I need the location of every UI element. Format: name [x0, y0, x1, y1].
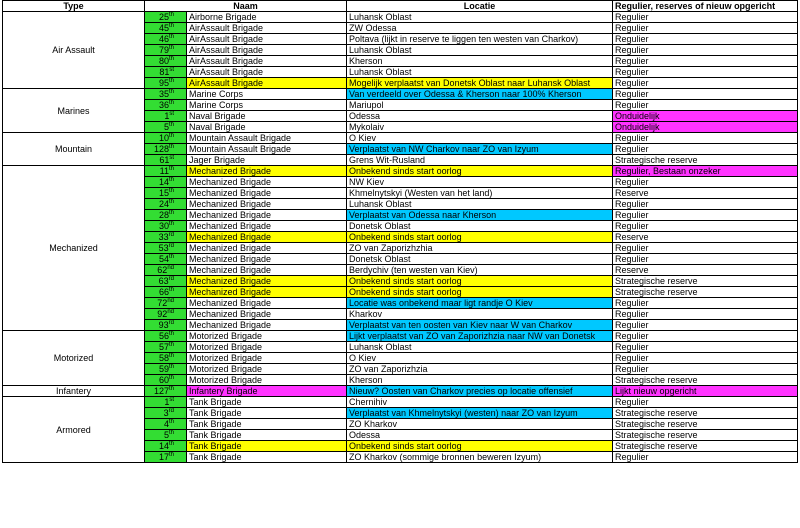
number-cell: [145, 342, 187, 353]
status-cell: Strategische reserve: [613, 430, 798, 441]
status-cell: Reserve: [613, 265, 798, 276]
naam-cell: Motorized Brigade: [187, 375, 347, 386]
naam-cell: Tank Brigade: [187, 419, 347, 430]
locatie-cell: Mariupol: [347, 100, 613, 111]
table-body: [3, 12, 798, 463]
locatie-cell: ZO Kharkov (sommige bronnen beweren Izyum): [347, 452, 613, 463]
number-cell: [145, 155, 187, 166]
ordinal-suffix: th: [168, 45, 174, 51]
ordinal-suffix: th: [168, 199, 174, 205]
naam-cell: AirAssault Brigade: [187, 34, 347, 45]
status-cell: Regulier: [613, 89, 798, 100]
number-value: 79: [158, 45, 169, 55]
number-value: 1: [164, 397, 170, 407]
status-cell: Regulier: [613, 199, 798, 210]
ordinal-suffix: th: [168, 430, 174, 436]
ordinal-suffix: nd: [167, 309, 174, 315]
locatie-cell: ZW Odessa: [347, 23, 613, 34]
naam-cell: Mechanized Brigade: [187, 221, 347, 232]
status-cell: Regulier: [613, 210, 798, 221]
ordinal-suffix: th: [168, 386, 174, 392]
table-row: [3, 331, 798, 342]
ordinal-suffix: th: [168, 122, 174, 128]
ordinal-suffix: rd: [168, 243, 174, 249]
locatie-cell: Nieuw? Oosten van Charkov precies op locatie offensief: [347, 386, 613, 397]
number-cell: [145, 78, 187, 89]
number-value: 61: [159, 155, 170, 165]
number-cell: [145, 298, 187, 309]
brigade-table: [2, 0, 798, 463]
status-cell: Regulier: [613, 298, 798, 309]
locatie-cell: Luhansk Oblast: [347, 342, 613, 353]
locatie-cell: Van verdeeld over Odessa & Kherson naar 100% Kherson: [347, 89, 613, 100]
locatie-cell: O Kiev: [347, 353, 613, 364]
naam-cell: AirAssault Brigade: [187, 78, 347, 89]
number-value: 33: [158, 232, 169, 242]
table-row: [3, 166, 798, 177]
naam-cell: Marine Corps: [187, 100, 347, 111]
status-cell: Strategische reserve: [613, 375, 798, 386]
naam-cell: Mechanized Brigade: [187, 188, 347, 199]
status-cell: Regulier: [613, 144, 798, 155]
number-value: 15: [158, 188, 169, 198]
locatie-cell: Grens Wit-Rusland: [347, 155, 613, 166]
locatie-cell: Luhansk Oblast: [347, 199, 613, 210]
ordinal-suffix: th: [168, 166, 174, 172]
naam-cell: Mechanized Brigade: [187, 320, 347, 331]
status-cell: Strategische reserve: [613, 408, 798, 419]
number-cell: [145, 210, 187, 221]
number-cell: [145, 452, 187, 463]
number-cell: [145, 331, 187, 342]
ordinal-suffix: st: [169, 111, 174, 117]
naam-cell: Tank Brigade: [187, 430, 347, 441]
status-cell: Regulier: [613, 23, 798, 34]
status-cell: Strategische reserve: [613, 419, 798, 430]
naam-cell: Mechanized Brigade: [187, 298, 347, 309]
naam-cell: Mountain Assault Brigade: [187, 144, 347, 155]
naam-cell: Marine Corps: [187, 89, 347, 100]
status-cell: Onduidelijk: [613, 111, 798, 122]
status-cell: Reserve: [613, 188, 798, 199]
locatie-cell: ZO Kharkov: [347, 419, 613, 430]
ordinal-suffix: st: [169, 155, 174, 161]
status-cell: Regulier: [613, 221, 798, 232]
ordinal-suffix: th: [168, 89, 174, 95]
naam-cell: Naval Brigade: [187, 122, 347, 133]
status-cell: Regulier: [613, 353, 798, 364]
ordinal-suffix: th: [168, 100, 174, 106]
ordinal-suffix: nd: [167, 265, 174, 271]
locatie-cell: Odessa: [347, 430, 613, 441]
ordinal-suffix: rd: [168, 408, 174, 414]
number-cell: [145, 12, 187, 23]
status-cell: Strategische reserve: [613, 276, 798, 287]
number-value: 14: [158, 441, 169, 451]
locatie-cell: Mogelijk verplaatst van Donetsk Oblast naar Luhansk Oblast: [347, 78, 613, 89]
number-cell: [145, 144, 187, 155]
ordinal-suffix: st: [169, 67, 174, 73]
number-value: 127: [153, 386, 169, 396]
ordinal-suffix: th: [168, 375, 174, 381]
type-cell: Armored: [3, 397, 145, 463]
number-cell: [145, 199, 187, 210]
naam-cell: Tank Brigade: [187, 441, 347, 452]
number-cell: [145, 397, 187, 408]
locatie-cell: Luhansk Oblast: [347, 67, 613, 78]
number-value: 14: [158, 177, 169, 187]
status-cell: Regulier: [613, 100, 798, 111]
naam-cell: Mechanized Brigade: [187, 243, 347, 254]
type-cell: Motorized: [3, 331, 145, 386]
number-value: 72: [157, 298, 168, 308]
number-cell: [145, 45, 187, 56]
status-cell: Regulier: [613, 243, 798, 254]
number-cell: [145, 133, 187, 144]
number-value: 56: [158, 331, 169, 341]
type-cell: Mechanized: [3, 166, 145, 331]
locatie-cell: Verplaatst van NW Charkov naar ZO van Izyum: [347, 144, 613, 155]
number-value: 66: [158, 287, 169, 297]
ordinal-suffix: rd: [168, 232, 174, 238]
number-cell: [145, 265, 187, 276]
header-type: Type: [3, 1, 145, 12]
ordinal-suffix: th: [168, 331, 174, 337]
number-cell: [145, 441, 187, 452]
locatie-cell: Donetsk Oblast: [347, 254, 613, 265]
naam-cell: Mechanized Brigade: [187, 276, 347, 287]
ordinal-suffix: th: [168, 364, 174, 370]
number-cell: [145, 243, 187, 254]
naam-cell: Mechanized Brigade: [187, 309, 347, 320]
number-cell: [145, 232, 187, 243]
table-row: [3, 386, 798, 397]
number-value: 5: [163, 430, 169, 440]
number-value: 17: [158, 452, 169, 462]
naam-cell: Tank Brigade: [187, 452, 347, 463]
naam-cell: Motorized Brigade: [187, 364, 347, 375]
ordinal-suffix: th: [168, 23, 174, 29]
number-value: 46: [158, 34, 169, 44]
locatie-cell: Mykolaiv: [347, 122, 613, 133]
naam-cell: Mechanized Brigade: [187, 287, 347, 298]
number-value: 63: [158, 276, 169, 286]
naam-cell: Mechanized Brigade: [187, 254, 347, 265]
number-cell: [145, 122, 187, 133]
status-cell: Regulier: [613, 331, 798, 342]
number-value: 93: [158, 320, 169, 330]
number-cell: [145, 276, 187, 287]
status-cell: Regulier: [613, 34, 798, 45]
ordinal-suffix: th: [168, 353, 174, 359]
ordinal-suffix: nd: [167, 298, 174, 304]
status-cell: Regulier: [613, 133, 798, 144]
naam-cell: Tank Brigade: [187, 397, 347, 408]
status-cell: Regulier: [613, 397, 798, 408]
locatie-cell: NW Kiev: [347, 177, 613, 188]
naam-cell: Mechanized Brigade: [187, 166, 347, 177]
table-row: [3, 12, 798, 23]
locatie-cell: Onbekend sinds start oorlog: [347, 232, 613, 243]
status-cell: Strategische reserve: [613, 287, 798, 298]
type-cell: Mountain: [3, 133, 145, 166]
status-cell: Strategische reserve: [613, 441, 798, 452]
number-value: 128: [153, 144, 169, 154]
type-cell: Air Assault: [3, 12, 145, 89]
naam-cell: Mechanized Brigade: [187, 232, 347, 243]
naam-cell: Airborne Brigade: [187, 12, 347, 23]
status-cell: Regulier: [613, 254, 798, 265]
number-value: 4: [163, 419, 169, 429]
number-cell: [145, 254, 187, 265]
number-cell: [145, 111, 187, 122]
naam-cell: Tank Brigade: [187, 408, 347, 419]
ordinal-suffix: th: [168, 210, 174, 216]
type-cell: Marines: [3, 89, 145, 133]
number-value: 62: [157, 265, 168, 275]
number-value: 53: [158, 243, 169, 253]
status-cell: Lijkt nieuw opgericht: [613, 386, 798, 397]
number-cell: [145, 100, 187, 111]
ordinal-suffix: th: [168, 254, 174, 260]
number-cell: [145, 353, 187, 364]
status-cell: Regulier: [613, 56, 798, 67]
ordinal-suffix: th: [168, 452, 174, 458]
number-value: 58: [158, 353, 169, 363]
number-cell: [145, 430, 187, 441]
locatie-cell: Khmelnytskyi (Westen van het land): [347, 188, 613, 199]
number-value: 45: [158, 23, 169, 33]
naam-cell: AirAssault Brigade: [187, 67, 347, 78]
locatie-cell: Lijkt verplaatst van ZO van Zaporizhzia naar NW van Donetsk: [347, 331, 613, 342]
number-cell: [145, 320, 187, 331]
number-value: 92: [157, 309, 168, 319]
number-value: 1: [164, 111, 170, 121]
locatie-cell: Onbekend sinds start oorlog: [347, 287, 613, 298]
locatie-cell: Kherson: [347, 56, 613, 67]
ordinal-suffix: rd: [168, 276, 174, 282]
status-cell: Regulier: [613, 364, 798, 375]
ordinal-suffix: th: [168, 56, 174, 62]
locatie-cell: Luhansk Oblast: [347, 45, 613, 56]
status-cell: Regulier: [613, 67, 798, 78]
locatie-cell: ZO van Zaporizhzia: [347, 364, 613, 375]
ordinal-suffix: th: [168, 34, 174, 40]
naam-cell: Mechanized Brigade: [187, 210, 347, 221]
locatie-cell: Verplaatst van Odessa naar Kherson: [347, 210, 613, 221]
status-cell: Regulier: [613, 12, 798, 23]
locatie-cell: Kharkov: [347, 309, 613, 320]
ordinal-suffix: th: [168, 287, 174, 293]
naam-cell: AirAssault Brigade: [187, 45, 347, 56]
naam-cell: Mountain Assault Brigade: [187, 133, 347, 144]
locatie-cell: ZO van Zaporizhzhia: [347, 243, 613, 254]
ordinal-suffix: th: [168, 78, 174, 84]
locatie-cell: Odessa: [347, 111, 613, 122]
number-cell: [145, 166, 187, 177]
table-row: [3, 397, 798, 408]
number-cell: [145, 56, 187, 67]
status-cell: Regulier, Bestaan onzeker: [613, 166, 798, 177]
number-cell: [145, 408, 187, 419]
locatie-cell: O Kiev: [347, 133, 613, 144]
ordinal-suffix: th: [168, 12, 174, 18]
naam-cell: Mechanized Brigade: [187, 265, 347, 276]
naam-cell: AirAssault Brigade: [187, 23, 347, 34]
locatie-cell: Chernihiv: [347, 397, 613, 408]
ordinal-suffix: th: [168, 144, 174, 150]
number-cell: [145, 89, 187, 100]
number-value: 24: [158, 199, 169, 209]
number-cell: [145, 177, 187, 188]
ordinal-suffix: th: [168, 419, 174, 425]
locatie-cell: Donetsk Oblast: [347, 221, 613, 232]
number-value: 3: [163, 408, 169, 418]
number-value: 28: [158, 210, 169, 220]
naam-cell: Mechanized Brigade: [187, 199, 347, 210]
status-cell: Regulier: [613, 320, 798, 331]
number-cell: [145, 221, 187, 232]
ordinal-suffix: th: [168, 221, 174, 227]
ordinal-suffix: th: [168, 342, 174, 348]
number-cell: [145, 67, 187, 78]
locatie-cell: Poltava (lijkt in reserve te liggen ten westen van Charkov): [347, 34, 613, 45]
ordinal-suffix: th: [168, 441, 174, 447]
table-row: [3, 133, 798, 144]
header-naam: Naam: [145, 1, 347, 12]
number-cell: [145, 188, 187, 199]
status-cell: Onduidelijk: [613, 122, 798, 133]
status-cell: Regulier: [613, 452, 798, 463]
header-row: [3, 1, 798, 12]
naam-cell: Infantery Brigade: [187, 386, 347, 397]
status-cell: Regulier: [613, 309, 798, 320]
ordinal-suffix: th: [168, 177, 174, 183]
ordinal-suffix: th: [168, 188, 174, 194]
number-value: 80: [158, 56, 169, 66]
header-locatie: Locatie: [347, 1, 613, 12]
locatie-cell: Berdychiv (ten westen van Kiev): [347, 265, 613, 276]
locatie-cell: Luhansk Oblast: [347, 12, 613, 23]
number-value: 11: [159, 166, 169, 176]
number-value: 54: [158, 254, 169, 264]
status-cell: Regulier: [613, 78, 798, 89]
locatie-cell: Kherson: [347, 375, 613, 386]
number-cell: [145, 309, 187, 320]
status-cell: Regulier: [613, 342, 798, 353]
locatie-cell: Onbekend sinds start oorlog: [347, 166, 613, 177]
number-value: 25: [158, 12, 169, 22]
number-value: 35: [158, 89, 169, 99]
naam-cell: Motorized Brigade: [187, 331, 347, 342]
locatie-cell: Verplaatst van ten oosten van Kiev naar W van Charkov: [347, 320, 613, 331]
locatie-cell: Locatie was onbekend maar ligt randje O Kiev: [347, 298, 613, 309]
locatie-cell: Onbekend sinds start oorlog: [347, 276, 613, 287]
number-value: 59: [158, 364, 169, 374]
naam-cell: Jager Brigade: [187, 155, 347, 166]
number-value: 10: [158, 133, 169, 143]
naam-cell: AirAssault Brigade: [187, 56, 347, 67]
number-value: 95: [158, 78, 169, 88]
naam-cell: Motorized Brigade: [187, 353, 347, 364]
naam-cell: Motorized Brigade: [187, 342, 347, 353]
status-cell: Regulier: [613, 45, 798, 56]
number-value: 5: [163, 122, 169, 132]
number-value: 30: [158, 221, 169, 231]
number-cell: [145, 375, 187, 386]
number-value: 36: [158, 100, 169, 110]
locatie-cell: Verplaatst van Khmelnytskyi (westen) naar ZO van Izyum: [347, 408, 613, 419]
number-cell: [145, 34, 187, 45]
number-cell: [145, 386, 187, 397]
number-cell: [145, 23, 187, 34]
ordinal-suffix: th: [168, 133, 174, 139]
header-status: Regulier, reserves of nieuw opgericht: [613, 1, 798, 12]
number-cell: [145, 364, 187, 375]
status-cell: Regulier: [613, 177, 798, 188]
type-cell: Infantery: [3, 386, 145, 397]
number-value: 60: [158, 375, 169, 385]
table-row: [3, 89, 798, 100]
locatie-cell: Onbekend sinds start oorlog: [347, 441, 613, 452]
naam-cell: Mechanized Brigade: [187, 177, 347, 188]
ordinal-suffix: st: [169, 397, 174, 403]
status-cell: Strategische reserve: [613, 155, 798, 166]
naam-cell: Naval Brigade: [187, 111, 347, 122]
number-cell: [145, 287, 187, 298]
number-value: 81: [159, 67, 170, 77]
number-value: 57: [158, 342, 169, 352]
number-cell: [145, 419, 187, 430]
ordinal-suffix: rd: [168, 320, 174, 326]
status-cell: Reserve: [613, 232, 798, 243]
